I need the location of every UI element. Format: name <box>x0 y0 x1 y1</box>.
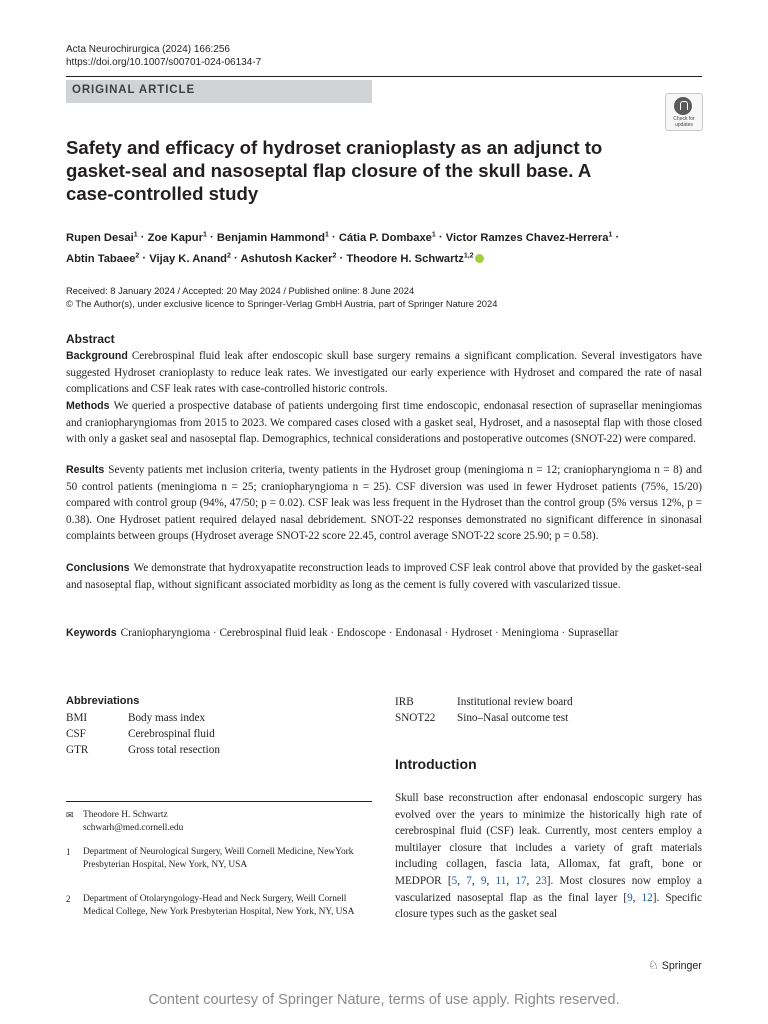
results-text: Seventy patients met inclusion criteria, twenty patients in the Hydroset group (meningioma n = 12; craniopharyngioma n = 8) and 50 control patients (meningioma n = 25; craniopharyngioma n = 25). CSF diversion was used in fewer Hydroset patients (75%, 15/20) compared with control group (94%, 47/50; p = 0.02). CSF leak was less frequent in the Hydroset than the control group (5% versus 12%, p = 0.38). One Hydroset patient required delayed nasal debridement. SNOT-22 responses demonstrated no significant difference in sinonasal complaints between groups (Hydroset average SNOT-22 score 22.45, control average SNOT-22 score 25.90; p = 0.58). <box>66 464 702 543</box>
abbreviation-expansion: Cerebrospinal fluid <box>128 728 215 740</box>
affiliation-text: Department of Otolaryngology-Head and Neck Surgery, Weill Cornell Medical College, New York Presbyterian Hospital, New York, NY, USA <box>83 894 355 917</box>
author[interactable]: Rupen Desai$^1$ <box>66 231 138 244</box>
author[interactable]: Benjamin Hammond$^1$ <box>216 231 329 244</box>
doi-link[interactable]: https://doi.org/10.1007/s00701-024-06134-7 <box>66 57 262 68</box>
keywords-text: Craniopharyngioma · Cerebrospinal fluid leak · Endoscope · Endonasal · Hydroset · Meningioma · Suprasellar <box>120 627 619 639</box>
author[interactable]: Ashutosh Kacker$^2$ <box>240 252 337 265</box>
author-list: Rupen Desai$^1$ · Zoe Kapur$^1$ · Benjamin Hammond$^1$ · Cátia P. Dombaxe$^1$ · Victor Ramzes Chavez-Herrera$^1$ · Abtin Tabaee$^2$ · Vijay K. Anand$^2$ · Ashutosh Kacker$^2$ · Theodore H. Schwartz$^{1,2}$ <box>66 231 620 265</box>
abstract-results <box>66 462 702 545</box>
publisher-name: Springer <box>661 960 702 972</box>
journal-citation: Acta Neurochirurgica (2024) 166:256 <box>66 44 230 55</box>
article-type-bar <box>66 80 372 103</box>
background-text: Cerebrospinal fluid leak after endoscopic skull base surgery remains a significant complication. Several investigators have suggested Hydroset cranioplasty to reduce leak rates. We investigated our early experience with Hydroset and compared the rate of nasal complications and CSF leak rates with case-controlled historic controls. <box>66 350 702 396</box>
check-updates-label: Check for updates <box>673 116 695 128</box>
reference-link[interactable]: 17 <box>515 874 527 887</box>
methods-text: We queried a prospective database of patients undergoing first time endoscopic, endonasal resection of suprasellar meningiomas and craniopharyngiomas from 2015 to 2023. We compared cases closed with a gasket seal, Hydroset, and a nasoseptal flap with those closed with only a gasket seal and nasoseptal flap. Demographics, technical considerations and postoperative outcomes (SNOT-22) were compared. <box>66 400 702 446</box>
corresponding-name: Theodore H. Schwartz <box>83 810 168 820</box>
affiliation-mark: 1 <box>66 847 71 857</box>
article-type-label: ORIGINAL ARTICLE <box>72 84 196 96</box>
springer-horse-icon: ♘ <box>648 958 659 972</box>
abstract-conclusions <box>66 560 702 593</box>
affiliation-1 <box>66 846 372 872</box>
corresponding-author <box>66 809 372 835</box>
abstract-background <box>66 348 702 398</box>
affiliation-text: Department of Neurological Surgery, Weill Cornell Medicine, NewYork Presbyterian Hospital, New York, NY, USA <box>83 847 354 870</box>
keywords-label: Keywords <box>66 627 117 639</box>
conclusions-label: Conclusions <box>66 562 130 574</box>
abbreviation-expansion: Sino–Nasal outcome test <box>457 712 569 724</box>
author[interactable]: Cátia P. Dombaxe$^1$ <box>338 231 436 244</box>
results-label: Results <box>66 464 105 476</box>
abbreviation: BMI <box>66 712 88 724</box>
author[interactable]: Zoe Kapur$^1$ <box>147 231 207 244</box>
abstract-heading: Abstract <box>66 332 115 346</box>
methods-label: Methods <box>66 400 110 412</box>
corresponding-email[interactable]: schwarh@med.cornell.edu <box>83 822 184 833</box>
abstract-methods <box>66 398 702 448</box>
author[interactable]: Victor Ramzes Chavez-Herrera$^1$ <box>445 231 613 244</box>
header-rule <box>66 76 702 77</box>
keywords <box>66 625 702 642</box>
abbreviation: GTR <box>66 744 89 756</box>
conclusions-text: We demonstrate that hydroxyapatite reconstruction leads to improved CSF leak control above that provided by the gasket-seal and nasoseptal flap, without significant associated morbidity as long as the cement is fully covered with vascularized tissue. <box>66 562 702 591</box>
abbreviation-expansion: Institutional review board <box>457 696 573 708</box>
reference-link[interactable]: 7 <box>466 874 472 887</box>
reference-link[interactable]: 23 <box>535 874 547 887</box>
publication-dates <box>66 284 706 310</box>
reference-link[interactable]: 9 <box>480 874 487 887</box>
abbreviations-heading: Abbreviations <box>66 695 140 707</box>
copyright-line: © The Author(s), under exclusive licence to Springer-Verlag GmbH Austria, part of Springer Nature 2024 <box>66 298 498 309</box>
author[interactable]: Abtin Tabaee$^2$ <box>66 252 140 265</box>
article-title: Safety and efficacy of hydroset cranioplasty as an adjunct to gasket-seal and nasoseptal flap closure of the skull base. A case-controlled study <box>66 137 603 204</box>
affiliation-mark: 2 <box>66 894 71 904</box>
courtesy-notice: Content courtesy of Springer Nature, terms of use apply. Rights reserved. <box>148 992 620 1008</box>
footnote-rule <box>66 801 372 802</box>
abbreviation: SNOT22 <box>395 712 436 724</box>
reference-link[interactable]: 11 <box>495 874 507 887</box>
check-updates-icon <box>674 97 692 115</box>
introduction-heading: Introduction <box>395 756 477 772</box>
affiliation-2 <box>66 893 372 919</box>
abbreviation-expansion: Gross total resection <box>128 744 220 756</box>
check-for-updates-button[interactable] <box>665 93 703 131</box>
author[interactable]: Theodore H. Schwartz$^{1,2}$ <box>346 252 474 265</box>
abbreviation: IRB <box>395 696 414 708</box>
envelope-icon: ✉ <box>66 810 74 820</box>
reference-link[interactable]: 12 <box>641 891 653 904</box>
introduction-paragraph: Skull base reconstruction after endonasal endoscopic surgery has evolved over the years to minimize the historically high rate of cerebrospinal fluid (CSF) leak. Currently, most centers employ a multilayer closure that includes a variety of graft materials including collagen, fascia lata, Allomax, fat graft, bone or MEDPOR [5, 7, 9, 11, 17, 23]. Most closures now employ a vascularized nasoseptal flap as the final layer [9, 12]. Specific closure types such as the gasket seal <box>395 792 702 921</box>
reference-link[interactable]: 5 <box>451 874 458 887</box>
background-label: Background <box>66 350 128 362</box>
dates-line: Received: 8 January 2024 / Accepted: 20 May 2024 / Published online: 8 June 2024 <box>66 285 415 296</box>
abbreviation: CSF <box>66 728 86 740</box>
publisher-logo <box>648 958 702 972</box>
journal-header <box>66 43 261 69</box>
author[interactable]: Vijay K. Anand$^2$ <box>149 252 231 265</box>
abbreviation-expansion: Body mass index <box>128 712 206 724</box>
reference-link[interactable]: 9 <box>627 891 633 904</box>
orcid-icon[interactable] <box>475 254 484 263</box>
